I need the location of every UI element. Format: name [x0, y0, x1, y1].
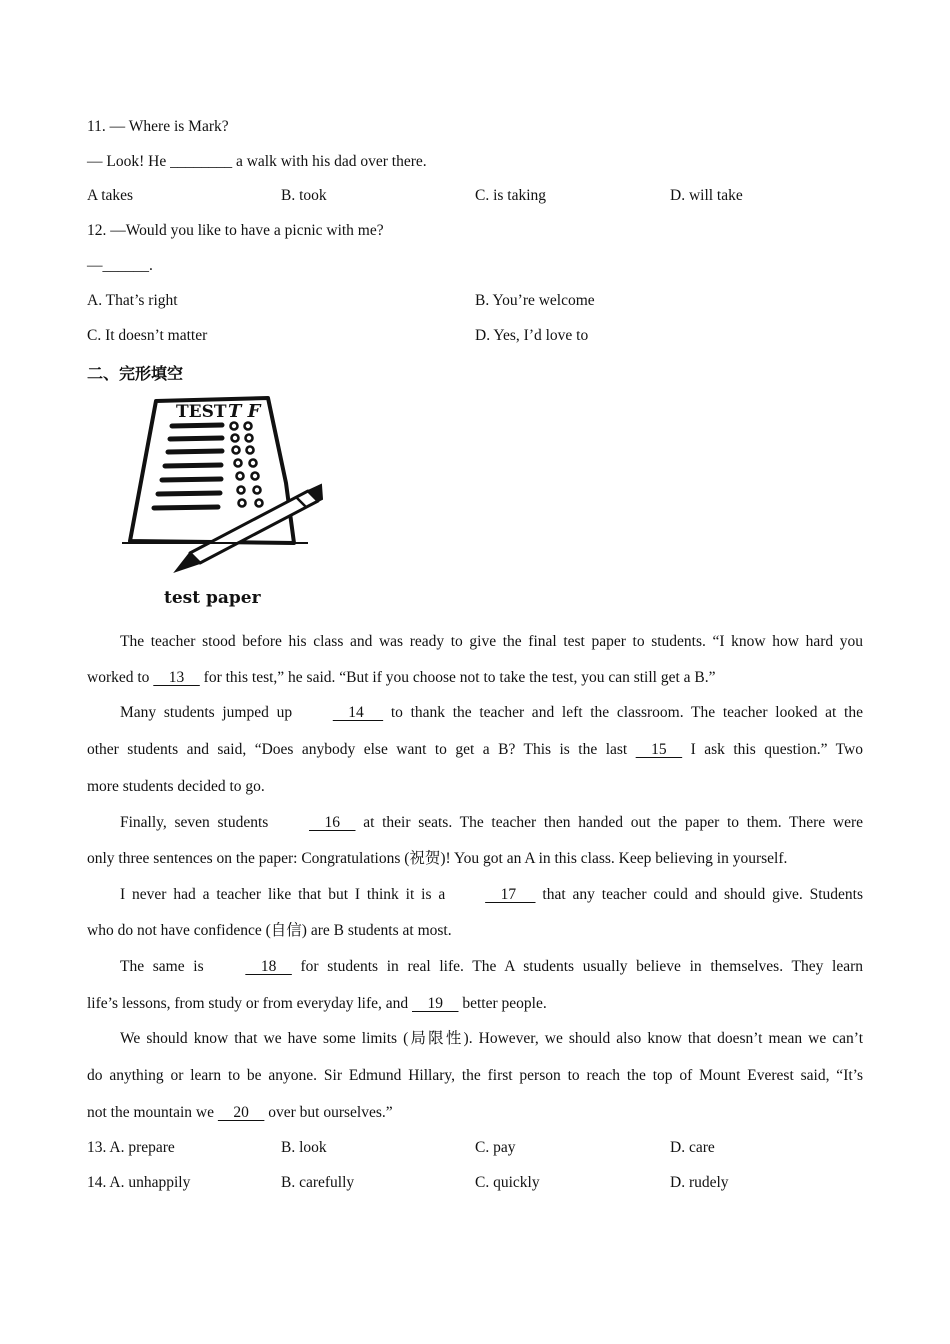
- q12-option-d: D. Yes, I’d love to: [475, 327, 589, 344]
- q11-option-b: B. took: [281, 187, 327, 204]
- blank-19: 19: [412, 995, 459, 1012]
- blank-20: 20: [217, 1104, 265, 1121]
- q14-option-c: C. quickly: [475, 1174, 540, 1191]
- passage-p2-line2: [87, 740, 863, 760]
- blank-15: 15: [635, 741, 683, 758]
- blank-18: 18: [245, 958, 292, 975]
- text-fragment: for this test,” he said. “But if you choose not to take the test, you can still get a B.”: [199, 669, 716, 686]
- test-header-text: TEST: [176, 402, 227, 422]
- text-fragment: better people.: [458, 995, 547, 1012]
- q11-option-a: A takes: [87, 187, 134, 204]
- blank-16: 16: [309, 814, 356, 831]
- test-paper-illustration: [118, 393, 323, 578]
- q13-option-a: 13. A. prepare: [87, 1139, 175, 1156]
- text-fragment: for students in real life. The A students usually believe in themselves. They learn: [291, 958, 863, 975]
- text-fragment: life’s lessons, from study or from everyday life, and: [87, 995, 412, 1012]
- text-fragment: Finally, seven students: [120, 814, 276, 831]
- passage-p1-line2: [87, 668, 863, 688]
- q14-option-d: D. rudely: [670, 1174, 729, 1191]
- passage-p5-line2: [87, 994, 863, 1014]
- q13-option-b: B. look: [281, 1139, 327, 1156]
- passage-p5-line1: [87, 957, 863, 977]
- passage-p6-line2: do anything or learn to be anyone. Sir Edmund Hillary, the first person to reach the top of Mount Everest said, “It’s: [87, 1067, 863, 1084]
- q11-line2: — Look! He ________ a walk with his dad over there.: [87, 153, 427, 170]
- q12-option-c: C. It doesn’t matter: [87, 327, 208, 344]
- text-fragment: not the mountain we: [87, 1104, 218, 1121]
- passage-p2-line3: more students decided to go.: [87, 778, 265, 795]
- blank-13: 13: [153, 669, 200, 686]
- text-fragment: I never had a teacher like that but I think it is a: [120, 886, 453, 903]
- q12-option-a: A. That’s right: [87, 292, 178, 309]
- passage-p4-line2: who do not have confidence (自信) are B students at most.: [87, 922, 452, 939]
- q12-line2: —______.: [87, 257, 153, 274]
- q11-stem: 11. — Where is Mark?: [87, 118, 229, 135]
- q12-option-b: B. You’re welcome: [475, 292, 595, 309]
- passage-p4-line1: [87, 885, 863, 905]
- blank-17: 17: [485, 886, 536, 903]
- passage-p2-line1: [87, 703, 863, 723]
- text-fragment: that any teacher could and should give. Students: [535, 886, 864, 903]
- passage-p3-line1: [87, 813, 863, 833]
- text-fragment: other students and said, “Does anybody else want to get a B? This is the last: [87, 741, 636, 758]
- tf-header-text: T F: [228, 401, 261, 422]
- passage-p6-line1: We should know that we have some limits (局限性). However, we should also know that doesn’t mean we can’t: [120, 1030, 863, 1047]
- figure-caption: test paper: [164, 588, 261, 608]
- text-fragment: I ask this question.” Two: [682, 741, 863, 758]
- blank-14: 14: [332, 704, 384, 721]
- q14-option-a: 14. A. unhappily: [87, 1174, 191, 1191]
- text-fragment: Many students jumped up: [120, 704, 300, 721]
- test-paper-figure: [118, 393, 323, 615]
- passage-p3-line2: only three sentences on the paper: Congratulations (祝贺)! You got an A in this class. Keep believing in yourself.: [87, 850, 788, 867]
- text-fragment: at their seats. The teacher then handed out the paper to them. There were: [355, 814, 863, 831]
- text-fragment: The same is: [120, 958, 213, 975]
- text-fragment: over but ourselves.”: [264, 1104, 393, 1121]
- q14-option-b: B. carefully: [281, 1174, 355, 1191]
- q13-option-d: D. care: [670, 1139, 715, 1156]
- q11-option-d: D. will take: [670, 187, 743, 204]
- q11-option-c: C. is taking: [475, 187, 547, 204]
- passage-p1-line1: The teacher stood before his class and was ready to give the final test paper to students. “I know how hard you: [120, 633, 863, 650]
- passage-p6-line3: [87, 1103, 863, 1123]
- q13-option-c: C. pay: [475, 1139, 516, 1156]
- section-heading: 二、完形填空: [87, 364, 184, 383]
- q12-stem: 12. —Would you like to have a picnic with me?: [87, 222, 384, 239]
- text-fragment: worked to: [87, 669, 154, 686]
- text-fragment: to thank the teacher and left the classroom. The teacher looked at the: [383, 704, 863, 721]
